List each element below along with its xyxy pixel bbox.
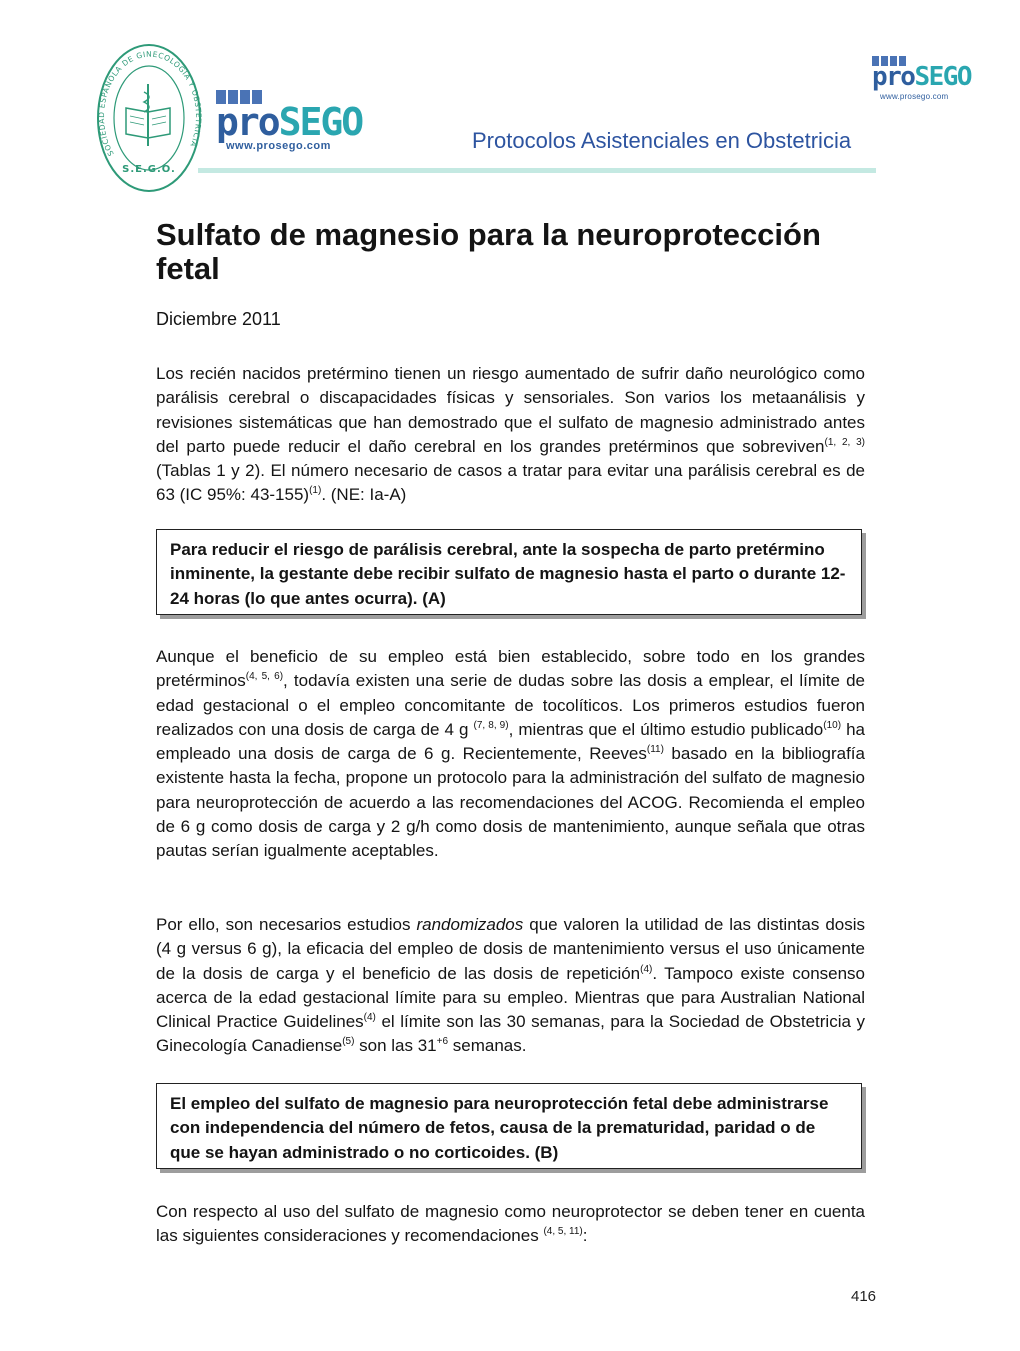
paragraph-intro: Los recién nacidos pretérmino tienen un riesgo aumentado de sufrir daño neurológico como parálisis cerebral o discapacidades físicas y sensoriales. Son varios los metaanálisis y revisiones sistemáticas que han demostrado que el sulfato de magnesio administrado antes del parto puede reducir el daño cerebral en los grandes pretérminos que sobreviven$^{(1, 2, 3)}$ (Tablas 1 y 2). El número necesario de casos a tratar para evitar una parálisis cerebral es de 63 (IC 95%: 43-155)$^{(1)}$. (NE: Ia-A) [156,364,865,505]
citation: (11) [646,744,664,756]
document-date: Diciembre 2011 [156,309,281,329]
citation: (7, 8, 9) [473,719,509,731]
citation: (5) [342,1036,355,1048]
paragraph-studies: Por ello, son necesarios estudios randomizados que valoren la utilidad de las distintas dosis (4 g versus 6 g), la eficacia del empleo de dosis de mantenimiento versus el uso únicamente de la dosis de carga y el beneficio de las dosis de repetición$^{(4)}$. Tampoco existe consenso acerca de la edad gestacional límite para su empleo. Mientras que para Australian National Clinical Practice Guidelines$^{(4)}$ el límite son las 30 semanas, para la Sociedad de Obstetricia y Ginecología Canadiense$^{(5)}$ son las $31^{+6}$ semanas. [156,915,866,1056]
logo-pro-text: pro [872,62,915,92]
sego-seal-logo [96,42,202,194]
seal-arc-text: SOCIEDAD ESPAÑOLA DE GINECOLOGÍA Y OBST RICIA [96,49,202,158]
logo-url[interactable]: www.prosego.com [226,140,331,152]
logo-sego-text: SEGO [278,100,363,144]
seal-initials: S.E.G.O. [122,164,176,175]
citation: (4, 5, 6) [245,671,284,683]
citation: (4, 5, 11) [543,1226,583,1238]
citation: (4) [363,1012,376,1024]
prosego-logo-small [872,56,972,108]
document-title: Sulfato de magnesio para la neuroprotección fetal [156,217,821,286]
logo-sego-text: SEGO [914,62,972,92]
paragraph-considerations: Con respecto al uso del sulfato de magnesio como neuroprotector se deben tener en cuenta las siguientes consideraciones y recomendaciones $^{(4, 5, 11)}$: [156,1202,865,1246]
citation: (1, 2, 3) [824,436,865,448]
paragraph-dosing: Aunque el beneficio de su empleo está bien establecido, sobre todo en los grandes pretérminos$^{(4, 5, 6)}$, todavía existen una serie de dudas sobre las dosis a emplear, el límite de edad gestacional o el empleo concomitante de tocolíticos. Los primeros estudios fueron realizados con una dosis de carga de 4 g $^{(7, 8, 9)}$, mientras que el último estudio publicado$^{(10)}$ ha empleado una dosis de carga de 6 g. Recientemente, Reeves$^{(11)}$ basado en la bibliografía existente hasta la fecha, propone un protocolo para la administración del sulfato de magnesio para neuroprotección de acuerdo a las recomendaciones del ACOG. Recomienda el empleo de 6 g como dosis de carga y 2 g/h como dosis de mantenimiento, aunque señala que otras pautas serían igualmente aceptables. [156,647,865,861]
recommendation-box-1: Para reducir el riesgo de parálisis cerebral, ante la sospecha de parto pretérmino inminente, la gestante debe recibir sulfato de magnesio hasta el parto o durante 12-24 horas (lo que antes ocurra). (A) [156,529,862,615]
recommendation-box-2: El empleo del sulfato de magnesio para neuroprotección fetal debe administrarse con independencia del número de fetos, causa de la prematuridad, paridad o de que se hayan administrado o no corticoides. (B) [156,1083,862,1169]
citation: (10) [823,719,842,731]
header-title: Protocolos Asistenciales en Obstetricia [472,128,852,153]
page-number: 416 [851,1288,877,1305]
logo-url-small[interactable]: www.prosego.com [880,92,949,101]
superscript: +6 [436,1036,449,1048]
citation: (4) [640,963,653,975]
citation: (1) [309,485,322,497]
prosego-logo [216,90,363,156]
header-divider [198,168,876,173]
logo-pro-text: pro [216,100,279,144]
